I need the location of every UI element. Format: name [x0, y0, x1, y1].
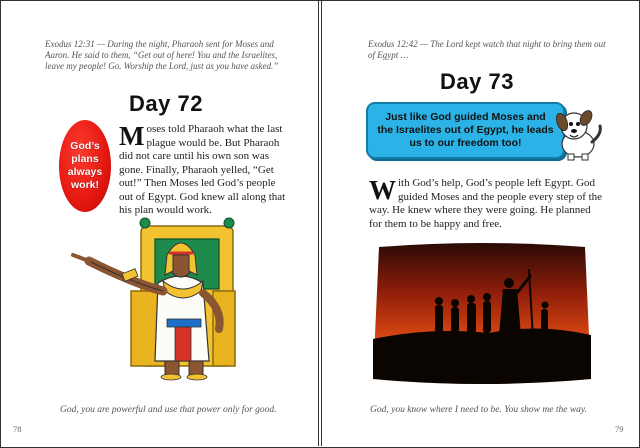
right-verse: Exodus 12:42 — The Lord kept watch that night to bring them out of Egypt … — [368, 39, 606, 60]
pharaoh-on-throne-illustration — [63, 211, 263, 381]
right-body-text — [369, 177, 604, 231]
exodus-sunset-illustration — [369, 239, 595, 389]
right-page — [321, 1, 639, 446]
gods-plans-badge — [59, 120, 111, 212]
right-page-number: 79 — [615, 424, 624, 434]
right-body-copy: ith God’s help, God’s people left Egypt. God guided Moses and the people every step of the way. He knew where they were going. He planned for them to be happy and free. — [369, 177, 603, 230]
left-page-number: 78 — [13, 424, 22, 434]
left-day-title: Day 72 — [129, 91, 203, 116]
left-body-copy: oses told Pharaoh what the last plague would be. But Pharaoh did not care until his own son was gone. Finally, Pharaoh yelled, “Get out!” Then Moses led God’s people out of Egypt. God knew all along that his plan would work. — [119, 123, 286, 216]
right-day-title: Day 73 — [440, 69, 514, 94]
callout-box — [366, 102, 565, 159]
left-page — [1, 1, 319, 446]
left-verse: Exodus 12:31 — During the night, Pharaoh sent for Moses and Aaron. He said to them, “Get out of here! You and the Israelites, leave my people! Go. Worship the Lord, just as you have asked.” — [45, 39, 279, 71]
callout-text: Just like God guided Moses and the Israelites out of Egypt, he leads us to our freedom too! — [377, 111, 554, 149]
cartoon-dog-illustration — [550, 104, 608, 162]
right-prayer: God, you know where I need to be. You show me the way. — [370, 405, 587, 415]
left-dropcap: M — [119, 121, 145, 151]
left-body-text — [119, 123, 287, 218]
badge-text: God’s plans always work! — [67, 140, 103, 191]
right-dropcap: W — [369, 175, 396, 205]
left-prayer: God, you are powerful and use that power only for good. — [60, 405, 277, 415]
